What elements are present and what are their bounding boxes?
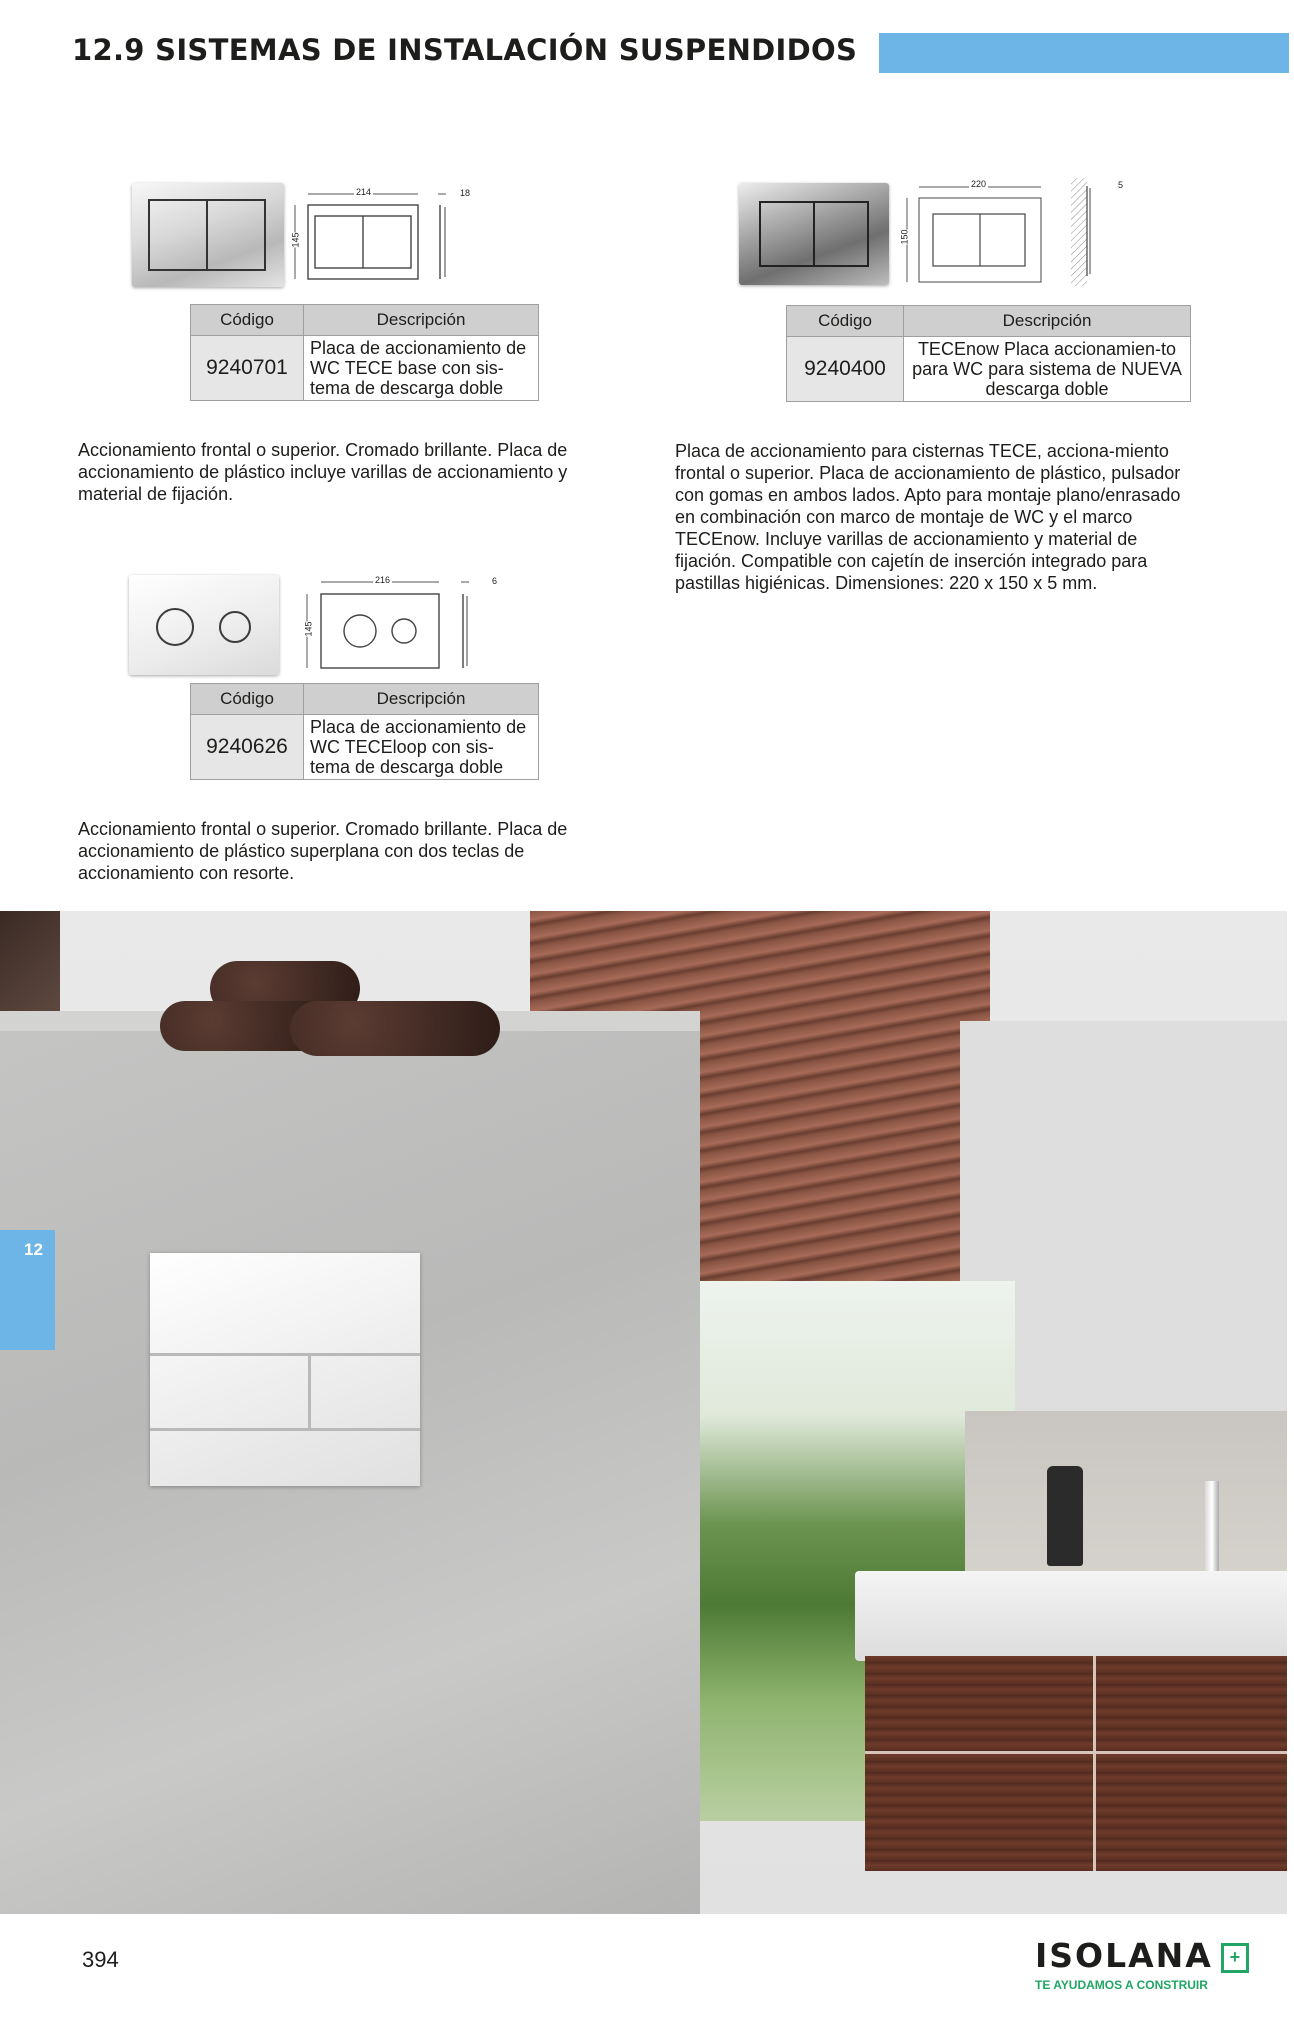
col-code-header: Código [191,305,304,336]
dim-height: 145 [303,621,314,637]
col-desc-header: Descripción [904,306,1191,337]
product-image-9240400 [737,176,1137,291]
photo-faucet [1205,1481,1219,1576]
dim-width: 214 [356,187,372,197]
dim-width: 220 [971,179,987,189]
product-image-9240626 [129,572,498,677]
chapter-number: 12 [24,1240,43,1259]
photo-flush-plate [150,1253,420,1486]
product-description: TECEnow Placa accionamien-to para WC para sistema de NUEVA descarga doble [904,337,1191,402]
product-description: Placa de accionamiento de WC TECEloop con sis-tema de descarga doble [304,715,539,780]
product-code: 9240400 [787,337,904,402]
technical-drawing [292,183,472,288]
product-image-9240701 [132,183,472,288]
product-description: Placa de accionamiento de WC TECE base con sis-tema de descarga doble [304,336,539,401]
flush-plate-photo [739,183,889,285]
technical-drawing [299,572,489,677]
logo-plus-icon: + [1221,1943,1249,1973]
technical-drawing [895,176,1135,291]
title-accent-bar [879,33,1289,73]
product-text-9240701: Accionamiento frontal o superior. Cromado brillante. Placa de accionamiento de plástico incluye varillas de accionamiento y material de fijación. [78,440,568,504]
dim-height: 150 [899,229,910,245]
col-code-header: Código [191,684,304,715]
photo-soap-bottle [1047,1466,1083,1566]
page-title: 12.9 SISTEMAS DE INSTALACIÓN SUSPENDIDOS [72,33,858,67]
product-code: 9240701 [191,336,304,401]
photo-sink [855,1571,1287,1661]
dim-depth: 5 [1118,180,1124,190]
col-desc-header: Descripción [304,684,539,715]
product-table-9240626 [190,683,539,780]
chapter-tab [0,1230,55,1350]
isolana-logo [1035,1936,1249,1992]
dim-depth: 18 [460,188,471,198]
product-text-9240400: Placa de accionamiento para cisternas TECE, acciona-miento frontal o superior. Placa de accionamiento de plástico, pulsador con gomas en ambos lados. Apto para montaje plano/enrasado en combinación con marco de montaje de WC y el marco TECEnow. Incluye varillas de accionamiento y material de fijación. Compatible con cajetín de inserción integrado para pastillas higiénicas. Dimensiones: 220 x 150 x 5 mm. [675,441,1181,593]
dim-depth: 6 [492,576,498,586]
product-code: 9240626 [191,715,304,780]
logo-tagline: TE AYUDAMOS A CONSTRUIR [1035,1978,1208,1992]
col-code-header: Código [787,306,904,337]
product-table-9240400 [786,305,1191,402]
photo-towels [150,961,510,1041]
product-table-9240701 [190,304,539,401]
logo-text: ISOLANA [1035,1936,1213,1975]
flush-plate-photo [129,575,279,675]
dim-height: 145 [290,232,301,248]
bathroom-photo [0,911,1287,1914]
col-desc-header: Descripción [304,305,539,336]
product-text-9240626: Accionamiento frontal o superior. Cromado brillante. Placa de accionamiento de plástico superplana con dos teclas de accionamiento con resorte. [78,819,568,883]
photo-wood-cabinet [865,1656,1287,1871]
page-number: 394 [82,1947,119,1972]
dim-width: 216 [375,575,391,585]
flush-plate-photo [132,183,284,287]
